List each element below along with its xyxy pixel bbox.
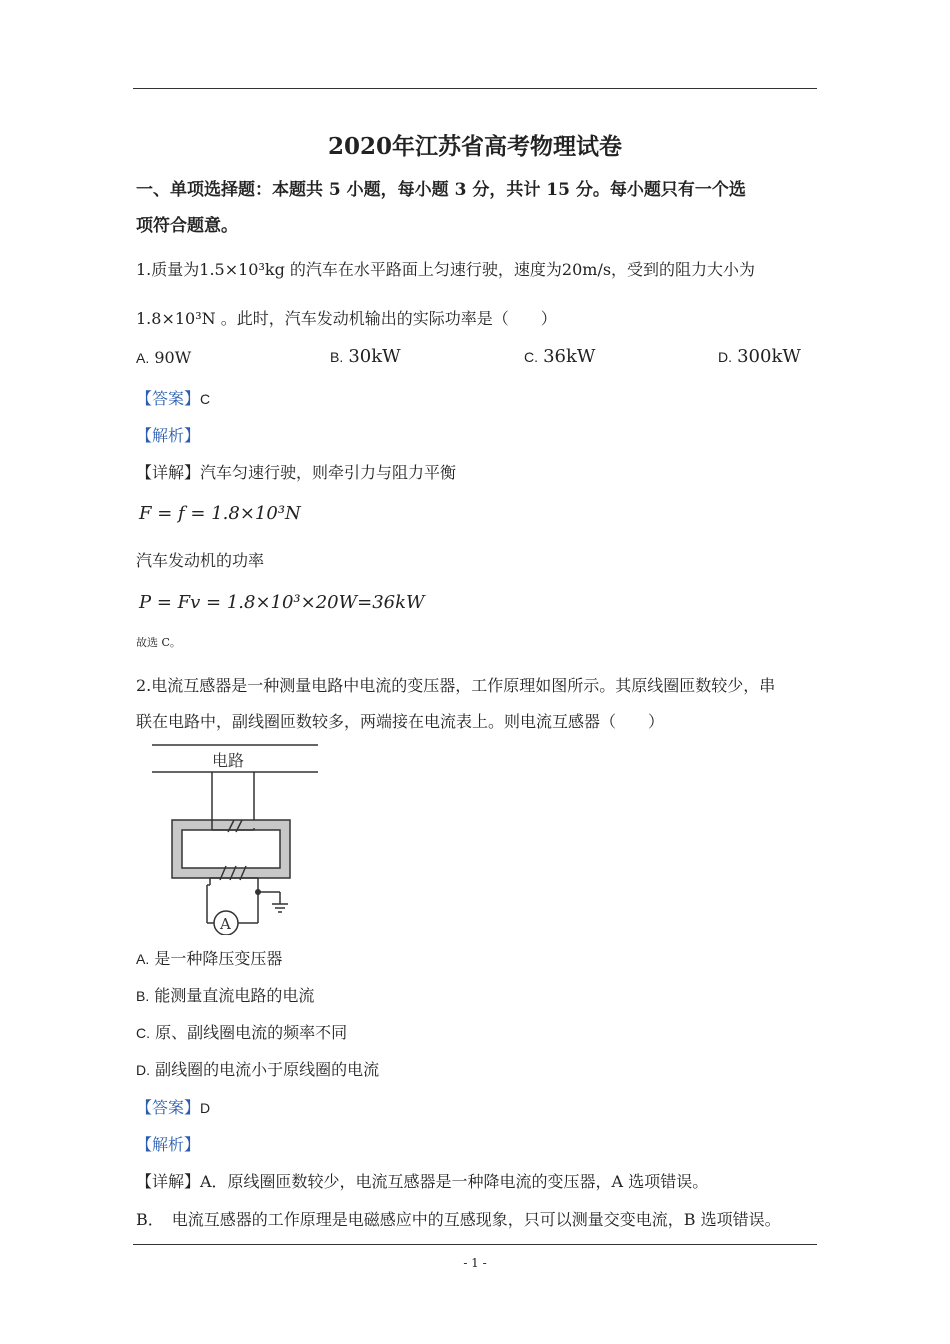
- q2-option-b: [136, 983, 314, 1006]
- q2-option-a: [136, 946, 282, 969]
- q2-stem-line2: 联在电路中，副线圈匝数较多，两端接在电流表上。则电流互感器（ ）: [136, 712, 665, 731]
- q1-option-c: [524, 346, 595, 367]
- option-letter: C.: [524, 349, 538, 365]
- option-text: 90W: [154, 348, 192, 367]
- page-title: 2020年江苏省高考物理试卷: [327, 133, 622, 160]
- q1-answer: [136, 386, 210, 409]
- answer-value: C: [200, 391, 211, 407]
- option-text: 是一种降压变压器: [154, 949, 283, 968]
- option-text: 原、副线圈电流的频率不同: [155, 1023, 348, 1042]
- q2-option-d: [136, 1057, 379, 1080]
- ammeter-label: A: [220, 915, 231, 933]
- header-rule: [133, 88, 817, 89]
- option-letter: D.: [136, 1062, 150, 1078]
- q2-option-c: [136, 1020, 347, 1043]
- q2-stem-line1: 2.电流互感器是一种测量电路中电流的变压器，工作原理如图所示。其原线圈匝数较少，串: [136, 676, 776, 695]
- option-letter: D.: [718, 349, 732, 365]
- option-text: 36kW: [543, 346, 596, 367]
- section-heading: 一、单项选择题：本题共 5 小题，每小题 3 分，共计 15 分。每小题只有一个选: [136, 180, 746, 200]
- option-letter: A.: [136, 350, 150, 366]
- option-text: 能测量直流电路的电流: [154, 986, 315, 1005]
- option-text: 30kW: [348, 346, 401, 367]
- q2-analysis-tag: 【解析】: [136, 1135, 201, 1154]
- q1-equation-2: P = Fv = 1.8×10³×20W=36kW: [139, 592, 425, 613]
- option-letter: C.: [136, 1025, 150, 1041]
- q1-text-power: 汽车发动机的功率: [136, 551, 265, 570]
- option-letter: A.: [136, 951, 150, 967]
- page-number: - 1 -: [463, 1256, 487, 1270]
- option-text: 副线圈的电流小于原线圈的电流: [155, 1060, 380, 1079]
- q2-answer: [136, 1095, 210, 1118]
- q1-analysis-tag: 【解析】: [136, 426, 201, 445]
- answer-tag: 【答案】: [136, 1098, 201, 1117]
- q1-option-b: [330, 346, 401, 367]
- option-letter: B.: [330, 349, 344, 365]
- q1-detail: 【详解】汽车匀速行驶，则牵引力与阻力平衡: [136, 463, 457, 482]
- answer-value: D: [200, 1100, 211, 1116]
- q1-option-d: [718, 346, 801, 367]
- q1-stem-line1: 1.质量为1.5×10³kg 的汽车在水平路面上匀速行驶，速度为20m/s，受到的阻力大小为: [136, 260, 756, 279]
- q2-detail-a: 【详解】A．原线圈匝数较少，电流互感器是一种降电流的变压器，A 选项错误。: [136, 1172, 709, 1191]
- option-text: 300kW: [737, 346, 801, 367]
- q1-conclusion: 故选 C。: [136, 636, 181, 649]
- q1-equation-1: F = f = 1.8×10³N: [139, 503, 301, 524]
- footer-rule: [133, 1244, 817, 1245]
- circuit-label: 电路: [212, 751, 245, 770]
- q2-detail-b: B． 电流互感器的工作原理是电磁感应中的互感现象，只可以测量交变电流，B 选项错误。: [136, 1210, 781, 1229]
- section-heading-cont: 项符合题意。: [136, 216, 238, 236]
- option-letter: B.: [136, 988, 150, 1004]
- q1-option-a: [136, 348, 191, 367]
- transformer-circuit-figure: [150, 740, 330, 935]
- answer-tag: 【答案】: [136, 389, 201, 408]
- q1-stem-line2: 1.8×10³N 。此时，汽车发动机输出的实际功率是（ ）: [136, 309, 557, 328]
